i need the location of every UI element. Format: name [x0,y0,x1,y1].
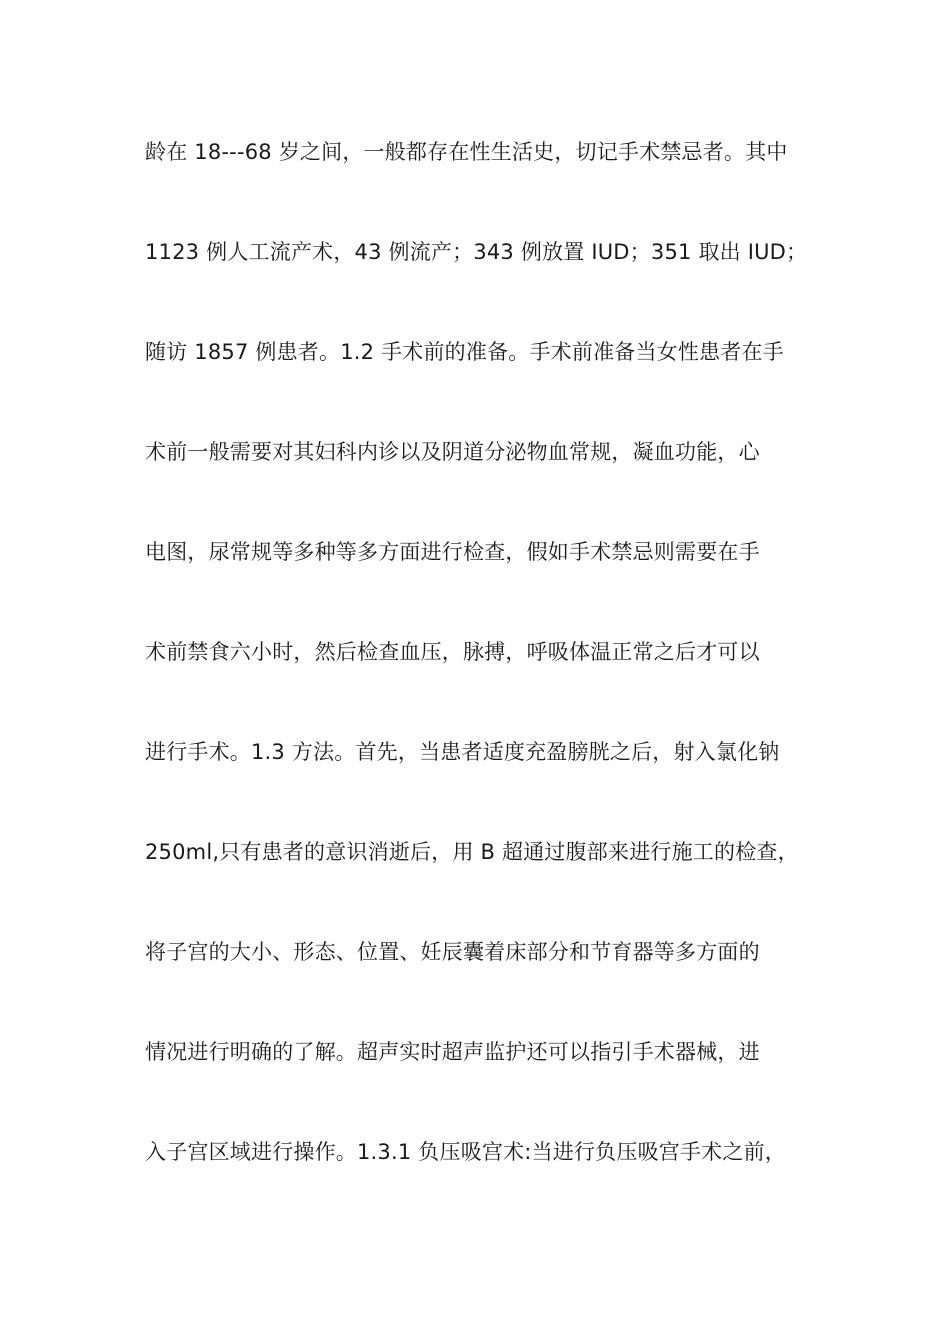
text-line: 入子宫区域进行操作。1.3.1 负压吸宫术:当进行负压吸宫手术之前， [145,1140,786,1164]
text-line: 术前一般需要对其妇科内诊以及阴道分泌物血常规，凝血功能，心 [145,440,760,464]
text-line: 1123 例人工流产术，43 例流产；343 例放置 IUD；351 取出 IUD； [145,240,808,264]
text-line: 将子宫的大小、形态、位置、妊辰囊着床部分和节育器等多方面的 [145,940,760,964]
text-line: 250ml,只有患者的意识消逝后，用 B 超通过腹部来进行施工的检查， [145,840,799,864]
body-text [145,127,825,1227]
text-line: 情况进行明确的了解。超声实时超声监护还可以指引手术器械，进 [145,1040,760,1064]
text-line: 龄在 18---68 岁之间，一般都存在性生活史，切记手术禁忌者。其中 [145,140,788,164]
text-line: 进行手术。1.3 方法。首先，当患者适度充盈膀胱之后，射入氯化钠 [145,740,780,764]
text-line: 随访 1857 例患者。1.2 手术前的准备。手术前准备当女性患者在手 [145,340,784,364]
text-line: 电图，尿常规等多种等多方面进行检查，假如手术禁忌则需要在手 [145,540,760,564]
text-line: 术前禁食六小时，然后检查血压，脉搏，呼吸体温正常之后才可以 [145,640,760,664]
